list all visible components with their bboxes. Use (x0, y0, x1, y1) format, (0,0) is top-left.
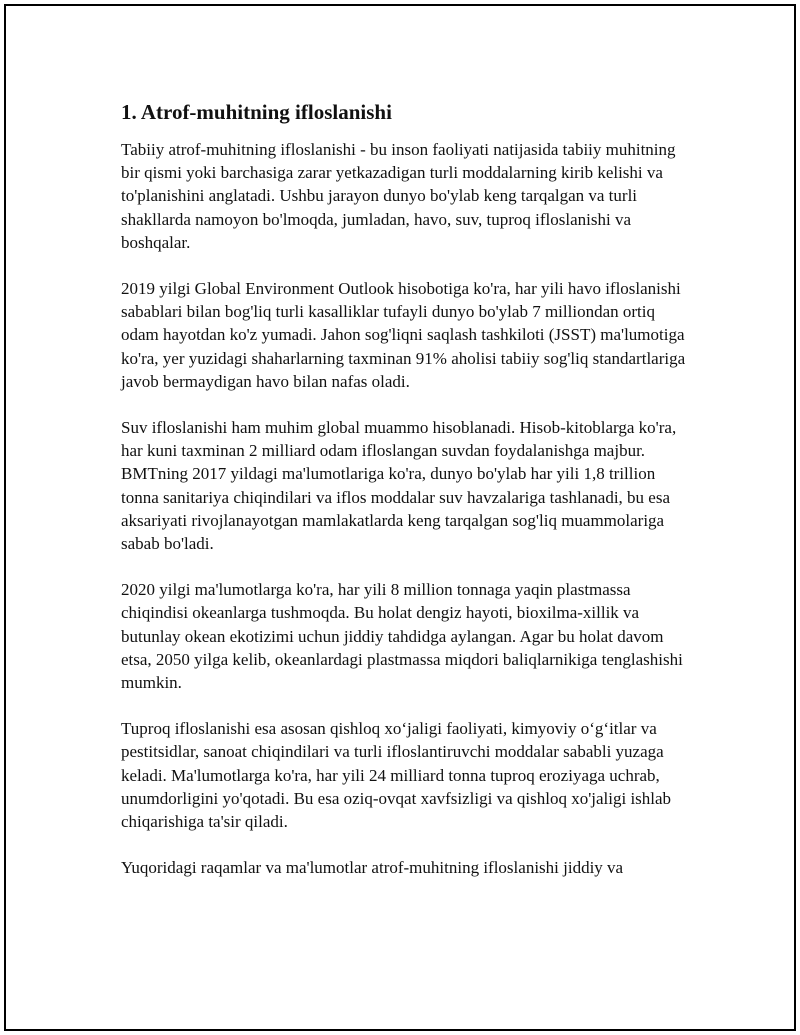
paragraph-plastic-pollution: 2020 yilgi ma'lumotlarga ko'ra, har yili 8 million tonnaga yaqin plastmassa chiqindisi okeanlarga tushmoqda. Bu holat dengiz hayoti, bioxilma-xillik va butunlay okean ekotizimi uchun jiddiy tahdidga aylangan. Agar bu holat davom etsa, 2050 yilga kelib, okeanlardagi plastmassa miqdori baliqlarnikiga tenglashishi mumkin. (121, 580, 683, 693)
paragraph-conclusion: Yuqoridagi raqamlar va ma'lumotlar atrof-muhitning ifloslanishi jiddiy va (121, 858, 624, 878)
paragraph-intro: Tabiiy atrof-muhitning ifloslanishi - bu inson faoliyati natijasida tabiiy muhitning bir qismi yoki barchasiga zarar yetkazadigan turli moddalarning kirib kelishi va to'planishini anglatadi. Ushbu jarayon dunyo bo'ylab keng tarqalgan va turli shakllarda namoyon bo'lmoqda, jumladan, havo, suv, tuproq ifloslanishi va boshqalar. (121, 140, 676, 252)
document-body (121, 98, 696, 902)
paragraph-soil-pollution: Tuproq ifloslanishi esa asosan qishloq xo‘jaligi faoliyati, kimyoviy o‘g‘itlar va pestitsidlar, sanoat chiqindilari va turli ifloslantiruvchi moddalar sababli yuzaga keladi. Ma'lumotlarga ko'ra, har yili 24 milliard tonna tuproq eroziyaga uchrab, unumdorligini yo'qotadi. Bu esa oziq-ovqat xavfsizligi va qishloq xo'jaligi ishlab chiqarishiga ta'sir qiladi. (121, 719, 672, 832)
document-page (4, 4, 796, 1031)
section-heading: 1. Atrof-muhitning ifloslanishi (121, 100, 392, 124)
paragraph-water-pollution: Suv ifloslanishi ham muhim global muammo hisoblanadi. Hisob-kitoblarga ko'ra, har kuni taxminan 2 milliard odam ifloslangan suvdan foydalanishga majbur. BMTning 2017 yildagi ma'lumotlariga ko'ra, dunyo bo'ylab har yili 1,8 trillion tonna sanitariya chiqindilari va iflos moddalar suv havzalariga tashlanadi, bu esa aksariyati rivojlanayotgan mamlakatlarda keng tarqalgan sog'liq muammolariga sabab bo'ladi. (121, 418, 677, 554)
paragraph-air-pollution: 2019 yilgi Global Environment Outlook hisobotiga ko'ra, har yili havo ifloslanishi sabablari bilan bog'liq turli kasalliklar tufayli dunyo bo'ylab 7 milliondan ortiq odam hayotdan ko'z yumadi. Jahon sog'liqni saqlash tashkiloti (JSST) ma'lumotiga ko'ra, yer yuzidagi shaharlarning taxminan 91% aholisi tabiiy sog'liq standartlariga javob bermaydigan havo bilan nafas oladi. (121, 279, 686, 391)
